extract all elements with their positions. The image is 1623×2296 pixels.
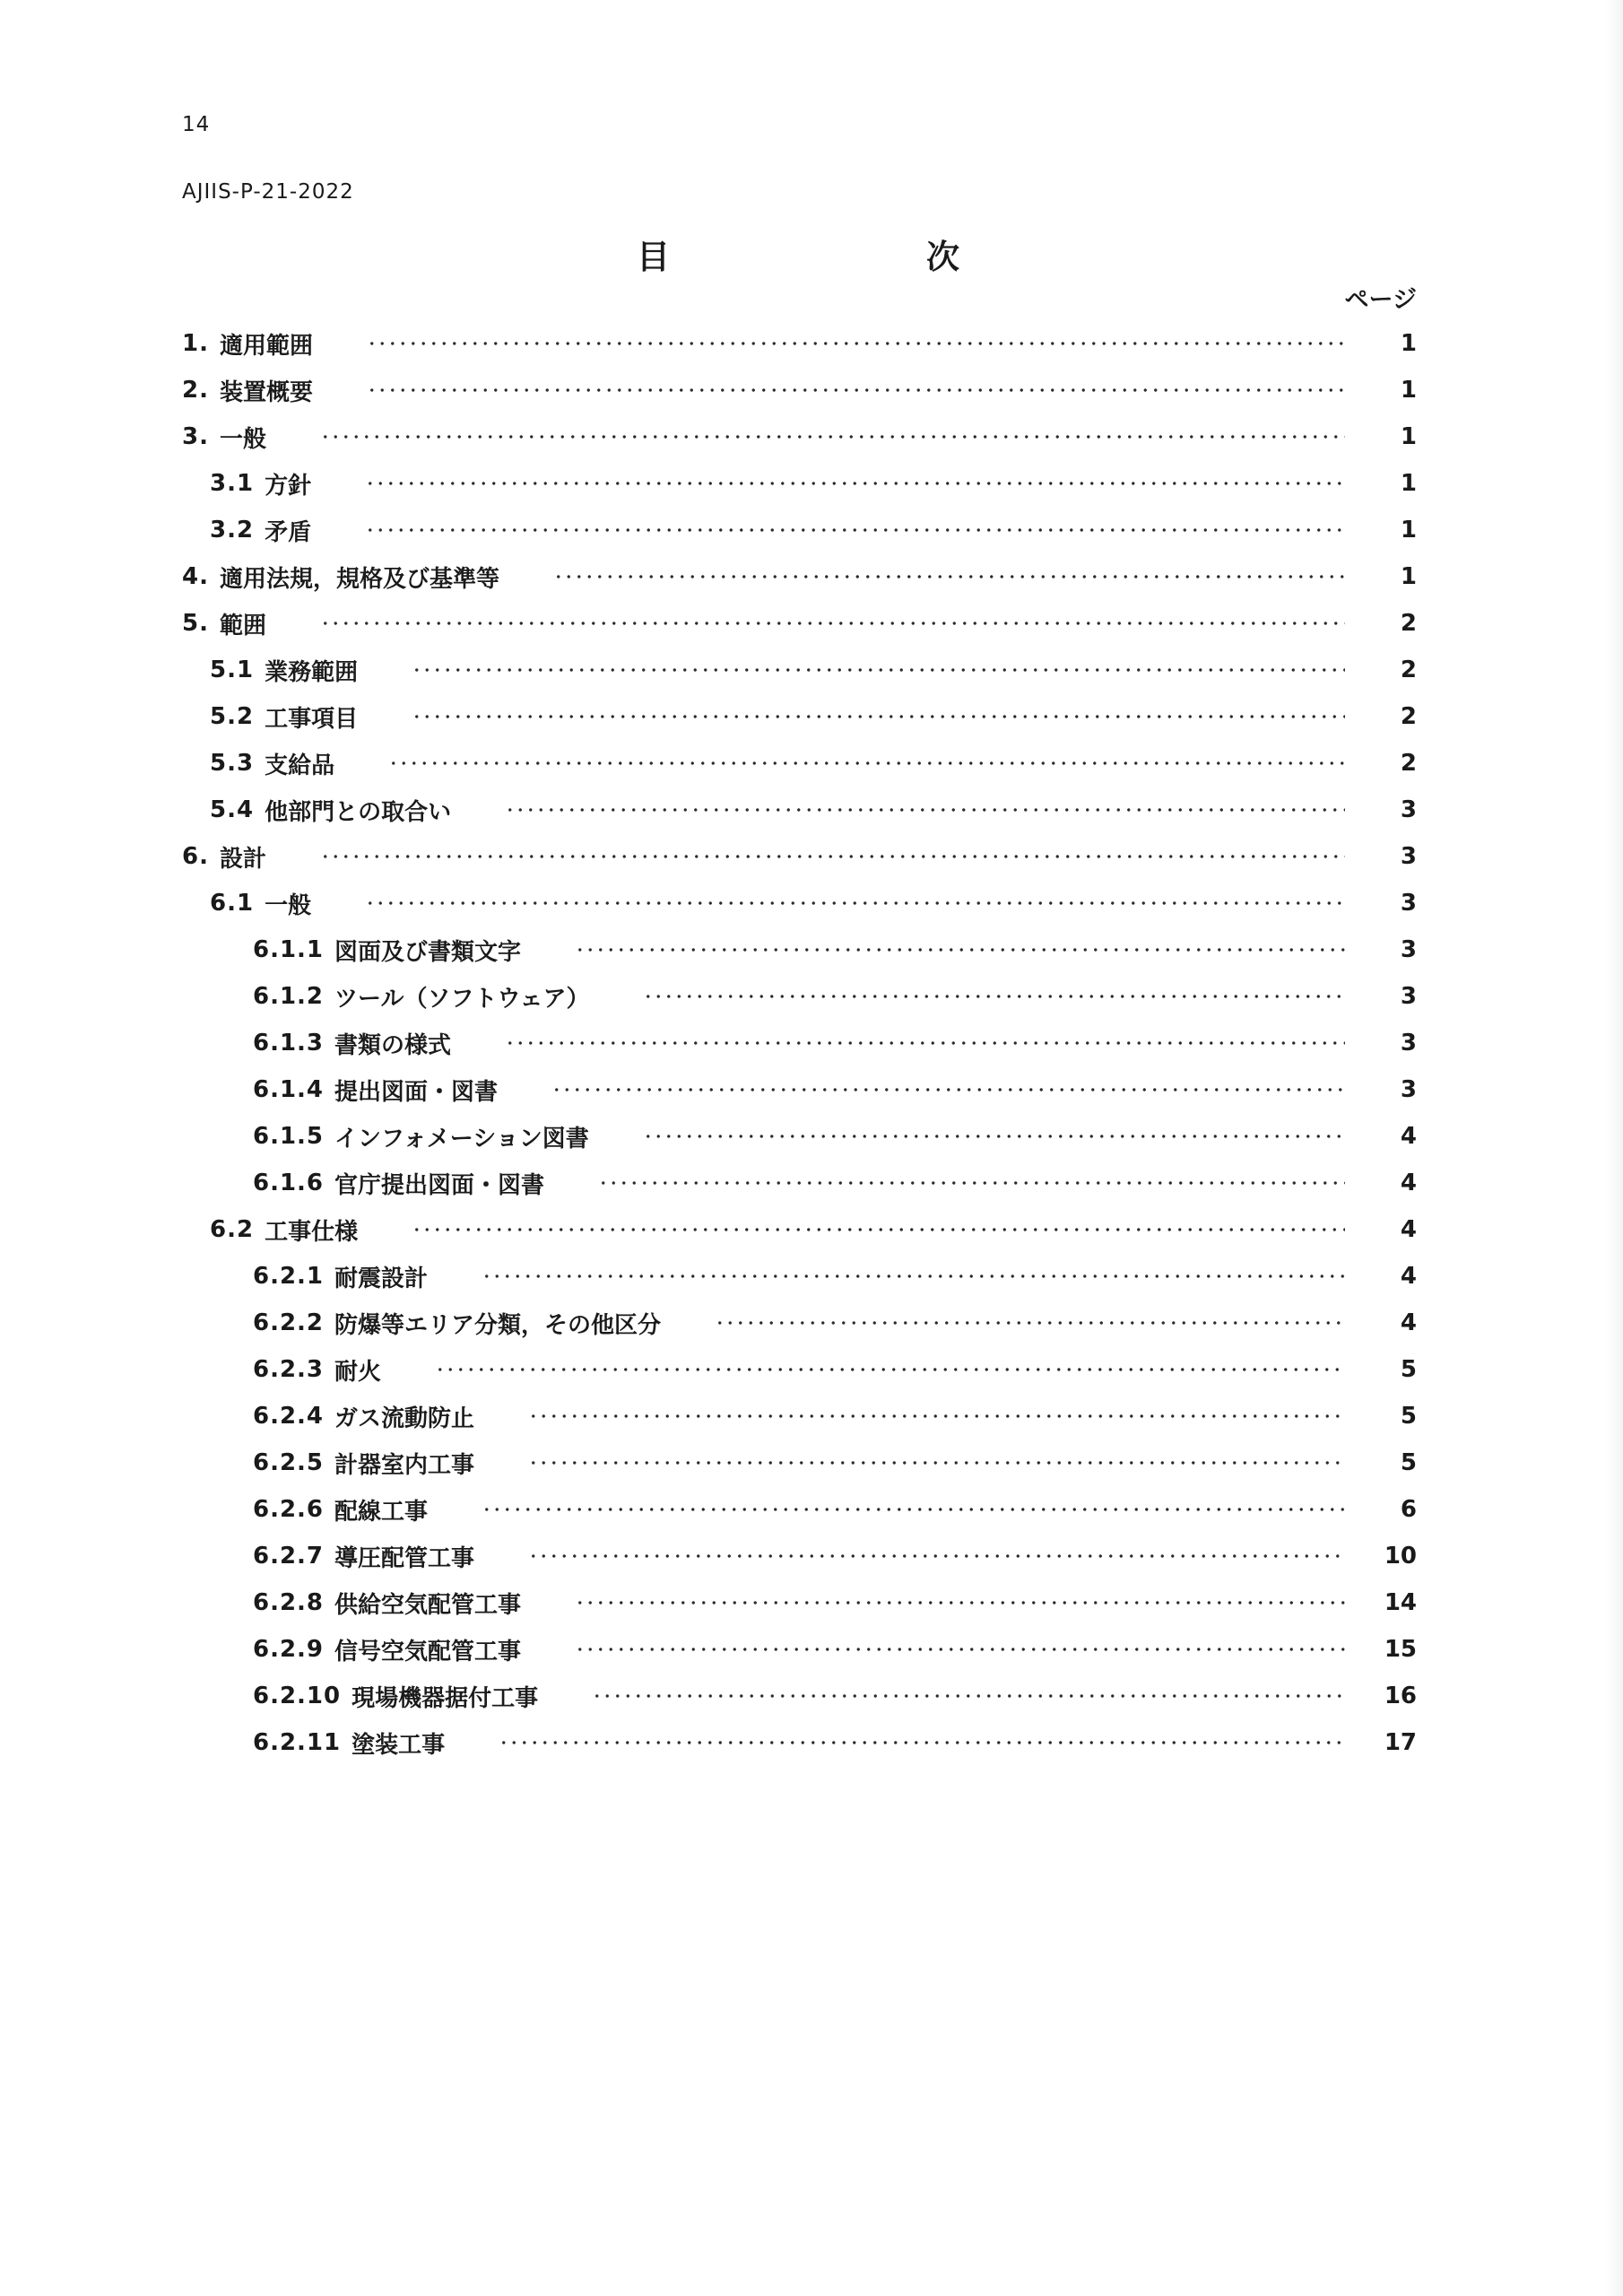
page-number: 14	[182, 113, 211, 136]
toc-entry-page: 4	[1400, 1170, 1417, 1196]
toc-entry-number: 6.	[182, 843, 209, 870]
toc-entry-page: 2	[1400, 657, 1417, 683]
toc-entry-label: 工事仕様	[265, 1218, 359, 1246]
toc-entry-label: 供給空気配管工事	[334, 1591, 522, 1619]
toc-entry-number: 6.2	[210, 1216, 255, 1243]
dot-leader	[598, 1170, 1345, 1196]
dot-leader	[412, 657, 1345, 683]
toc-entry	[253, 1445, 1417, 1481]
toc-entry-label: 塗装工事	[352, 1731, 446, 1759]
toc-entry-number: 6.1.5	[253, 1123, 325, 1150]
dot-leader	[365, 890, 1345, 917]
toc-entry-label: 提出図面・図書	[334, 1078, 499, 1106]
toc-entry-page: 4	[1400, 1263, 1417, 1290]
toc-entry-number: 6.2.1	[253, 1263, 325, 1290]
toc-entry-label: 一般	[219, 425, 266, 453]
toc-entry-label: 範囲	[219, 612, 266, 639]
toc-entry-page: 4	[1400, 1216, 1417, 1243]
toc-entry-label: 装置概要	[219, 378, 313, 406]
toc-entry-page: 3	[1400, 1030, 1417, 1057]
toc-entry	[253, 1072, 1417, 1108]
toc-entry-label: 配線工事	[334, 1498, 429, 1526]
toc-entry-label: 工事項目	[265, 705, 359, 733]
toc-entry	[253, 1305, 1417, 1341]
toc-entry-page: 1	[1400, 423, 1417, 450]
toc-entry-number: 5.2	[210, 703, 255, 730]
toc-entry	[253, 1258, 1417, 1294]
toc-entry-number: 5.4	[210, 796, 255, 823]
toc-entry	[253, 1492, 1417, 1527]
dot-leader	[367, 330, 1345, 357]
toc-entry	[253, 1585, 1417, 1621]
title-char-1: 目	[637, 238, 670, 276]
toc-entry-page: 3	[1400, 936, 1417, 963]
toc-entry-number: 6.2.10	[253, 1683, 342, 1709]
dot-leader	[482, 1263, 1345, 1290]
toc-entry-number: 3.2	[210, 517, 255, 544]
toc-entry-number: 6.1.1	[253, 936, 325, 963]
toc-entry-page: 3	[1400, 843, 1417, 870]
toc-entry-number: 6.1.4	[253, 1076, 325, 1103]
toc-entry-label: 図面及び書類文字	[334, 938, 522, 966]
dot-leader	[499, 1729, 1345, 1756]
title-char-2: 次	[926, 238, 959, 276]
toc-entry-label: 業務範囲	[265, 658, 359, 686]
toc-entry-label: 計器室内工事	[334, 1451, 475, 1479]
toc-entry-label: 信号空気配管工事	[334, 1638, 522, 1665]
toc-entry-page: 10	[1384, 1543, 1417, 1570]
dot-leader	[592, 1683, 1345, 1709]
toc-entry-number: 6.2.6	[253, 1496, 325, 1523]
toc-entry-number: 6.2.11	[253, 1729, 342, 1756]
toc-entry-label: 防爆等エリア分類，その他区分	[334, 1311, 662, 1339]
document-id: AJIIS-P-21-2022	[182, 180, 354, 204]
toc-entry-number: 6.2.4	[253, 1403, 325, 1430]
dot-leader	[412, 703, 1345, 730]
toc-entry	[253, 1165, 1417, 1201]
toc-entry-label: ツール（ソフトウェア）	[334, 985, 590, 1013]
page-column-header: ページ	[1344, 286, 1417, 314]
toc-entry-number: 6.2.3	[253, 1356, 325, 1383]
toc-entry-page: 4	[1400, 1309, 1417, 1336]
toc-entry	[182, 372, 1417, 408]
toc-entry	[182, 559, 1417, 595]
toc-entry-page: 2	[1400, 750, 1417, 777]
toc-entry	[182, 419, 1417, 455]
dot-leader	[505, 1030, 1345, 1057]
toc-entry-number: 6.2.5	[253, 1449, 325, 1476]
toc-entry	[253, 1678, 1417, 1714]
dot-leader	[575, 936, 1345, 963]
toc-entry-label: 一般	[265, 891, 312, 919]
dot-leader	[365, 470, 1345, 497]
toc-entry-number: 6.2.7	[253, 1543, 325, 1570]
toc-entry-page: 3	[1400, 890, 1417, 917]
toc-entry	[210, 885, 1417, 921]
dot-leader	[482, 1496, 1345, 1523]
toc-entry	[210, 745, 1417, 781]
toc-entry	[210, 792, 1417, 828]
toc-entry-number: 6.2.2	[253, 1309, 325, 1336]
dot-leader	[528, 1403, 1345, 1430]
toc-entry-page: 5	[1400, 1449, 1417, 1476]
toc-entry-label: ガス流動防止	[334, 1405, 475, 1432]
toc-entry-page: 15	[1384, 1636, 1417, 1663]
toc-entry-page: 14	[1384, 1589, 1417, 1616]
dot-leader	[715, 1309, 1345, 1336]
toc-entry	[210, 512, 1417, 548]
toc-entry-label: 耐震設計	[334, 1265, 429, 1292]
toc-entry	[253, 1725, 1417, 1761]
toc-entry-label: 耐火	[334, 1358, 382, 1386]
toc-entry	[253, 1398, 1417, 1434]
toc-entry-page: 2	[1400, 703, 1417, 730]
scan-edge	[1605, 0, 1623, 2296]
toc-entry-number: 5.	[182, 610, 209, 637]
dot-leader	[412, 1216, 1345, 1243]
toc-entry-page: 2	[1400, 610, 1417, 637]
toc-entry	[210, 1212, 1417, 1248]
toc-entry-label: 適用法規，規格及び基準等	[219, 565, 499, 593]
dot-leader	[365, 517, 1345, 544]
toc-entry	[182, 605, 1417, 641]
toc-entry-number: 2.	[182, 377, 209, 404]
toc-entry	[253, 1118, 1417, 1154]
toc-entry-page: 5	[1400, 1403, 1417, 1430]
toc-entry-number: 6.1.6	[253, 1170, 325, 1196]
toc-entry-page: 5	[1400, 1356, 1417, 1383]
dot-leader	[643, 983, 1345, 1010]
toc-entry-label: 方針	[265, 472, 312, 500]
toc-entry-label: 他部門との取合い	[265, 798, 452, 826]
toc-entry-page: 3	[1400, 1076, 1417, 1103]
toc-entry-page: 1	[1400, 377, 1417, 404]
toc-entry	[253, 1631, 1417, 1667]
dot-leader	[553, 563, 1345, 590]
dot-leader	[320, 610, 1345, 637]
toc-entry	[210, 652, 1417, 688]
toc-entry-page: 1	[1400, 470, 1417, 497]
toc-entry-label: 現場機器据付工事	[352, 1684, 539, 1712]
toc-entry-page: 16	[1384, 1683, 1417, 1709]
toc-entry-page: 4	[1400, 1123, 1417, 1150]
toc-entry	[210, 699, 1417, 735]
toc-entry-page: 3	[1400, 983, 1417, 1010]
toc-entry-number: 6.2.9	[253, 1636, 325, 1663]
toc-entry-number: 5.3	[210, 750, 255, 777]
dot-leader	[435, 1356, 1345, 1383]
dot-leader	[643, 1123, 1345, 1150]
toc-entry-page: 6	[1400, 1496, 1417, 1523]
toc-entry-number: 1.	[182, 330, 209, 357]
toc-entry	[253, 1352, 1417, 1387]
toc-entry-label: 導圧配管工事	[334, 1544, 475, 1572]
toc-entry-number: 3.	[182, 423, 209, 450]
toc-entry-number: 6.2.8	[253, 1589, 325, 1616]
dot-leader	[320, 843, 1345, 870]
toc-entry	[210, 465, 1417, 501]
toc-entry-page: 1	[1400, 330, 1417, 357]
dot-leader	[505, 796, 1345, 823]
dot-leader	[575, 1589, 1345, 1616]
toc-entry-page: 3	[1400, 796, 1417, 823]
toc-entry	[253, 1538, 1417, 1574]
toc-entry-number: 6.1	[210, 890, 255, 917]
toc-entry-label: 官庁提出図面・図書	[334, 1171, 545, 1199]
toc-entry	[182, 326, 1417, 361]
toc-entry-label: 適用範囲	[219, 332, 313, 360]
toc-entry-label: 矛盾	[265, 518, 312, 546]
dot-leader	[528, 1543, 1345, 1570]
toc-entry	[253, 932, 1417, 968]
toc-entry-number: 5.1	[210, 657, 255, 683]
dot-leader	[320, 423, 1345, 450]
toc-entry	[253, 1025, 1417, 1061]
dot-leader	[575, 1636, 1345, 1663]
dot-leader	[367, 377, 1345, 404]
dot-leader	[551, 1076, 1345, 1103]
toc-entry-number: 6.1.3	[253, 1030, 325, 1057]
dot-leader	[528, 1449, 1345, 1476]
dot-leader	[388, 750, 1345, 777]
toc-entry-number: 4.	[182, 563, 209, 590]
toc-entry-label: インフォメーション図書	[334, 1125, 589, 1152]
toc-entry	[253, 978, 1417, 1014]
toc-entry	[182, 839, 1417, 874]
toc-entry-page: 1	[1400, 517, 1417, 544]
toc-entry-label: 書類の様式	[334, 1031, 452, 1059]
toc-entry-number: 6.1.2	[253, 983, 325, 1010]
toc-entry-label: 支給品	[265, 752, 335, 779]
toc-entry-page: 17	[1384, 1729, 1417, 1756]
toc-entry-number: 3.1	[210, 470, 255, 497]
toc-entry-label: 設計	[219, 845, 266, 873]
toc-entry-page: 1	[1400, 563, 1417, 590]
